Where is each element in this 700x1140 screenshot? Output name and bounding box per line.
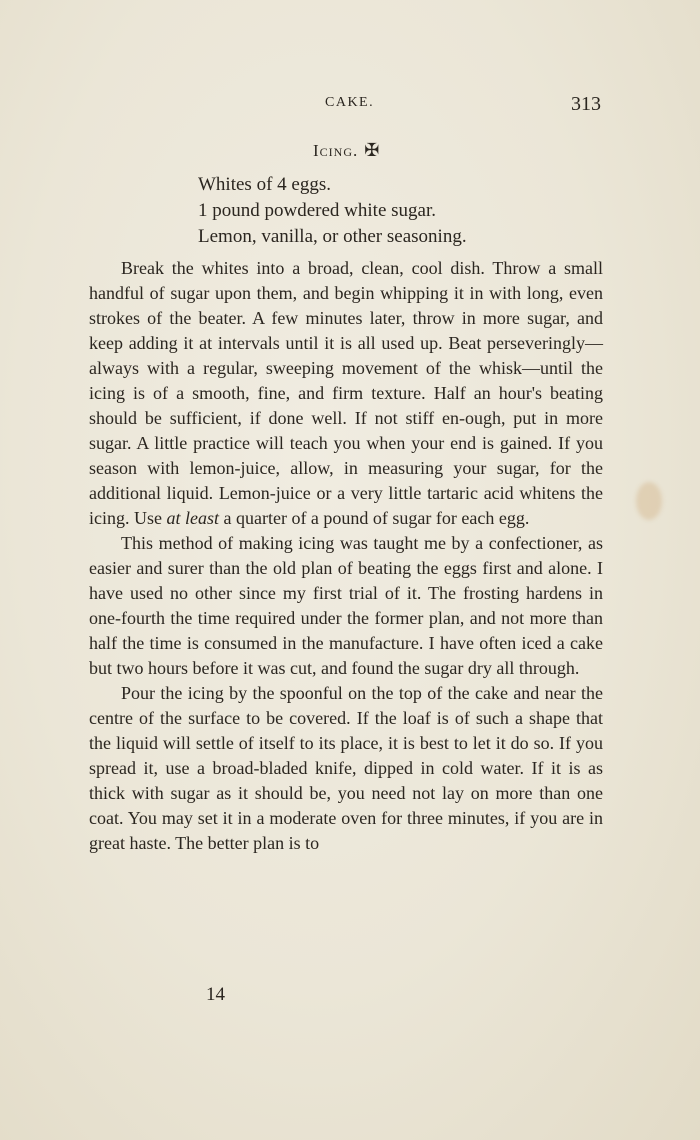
paragraph: This method of making icing was taught me by a confectioner, as easier and surer than the old plan of beating the eggs first and alone. I have used no other since my first trial of it. The frosting hardens in one-fourth the time required under the former plan, and not more than half the time is consumed in the manufacture. I have often iced a cake but two hours before it was cut, and found the sugar dry all through.	[89, 533, 603, 678]
paragraph	[89, 256, 603, 531]
cross-pattee-icon: ✠	[364, 140, 381, 160]
page-number: 313	[571, 93, 601, 115]
page-stain	[636, 482, 662, 520]
emphasis-text: at least	[166, 508, 219, 528]
paragraph-text: Break the whites into a broad, clean, cool dish. Throw a small handful of sugar upon them, and begin whipping it in with long, even strokes of the beater. A few minutes later, throw in more sugar, and keep adding it at intervals until it is all used up. Beat perseveringly—always with a regular, sweeping movement of the whisk—until the icing is of a smooth, fine, and firm texture. Half an hour's beating should be sufficient, if done well. If not stiff en-ough, put in more sugar. A little practice will teach you when your end is gained. If you season with lemon-juice, allow, in measuring your sugar, for the additional liquid. Lemon-juice or a very little tartaric acid whitens the icing. Use	[89, 258, 603, 528]
recipe-body	[89, 256, 603, 856]
paragraph: Pour the icing by the spoonful on the top of the cake and near the centre of the surface to be covered. If the loaf is of such a shape that the liquid will settle of itself to its place, it is best to let it do so. If you spread it, use a broad-bladed knife, dipped in cold water. If it is as thick with sugar as it should be, you need not lay on more than one coat. You may set it in a moderate oven for three minutes, if you are in great haste. The better plan is to	[89, 683, 603, 853]
ingredient-list	[198, 172, 467, 250]
ingredient-item: Lemon, vanilla, or other seasoning.	[198, 226, 467, 247]
running-head	[0, 93, 700, 117]
recipe-heading	[313, 140, 380, 161]
paragraph-text: a quarter of a pound of sugar for each egg.	[218, 508, 530, 528]
ingredient-item: 1 pound powdered white sugar.	[198, 200, 436, 221]
recipe-title: Icing.	[313, 141, 359, 160]
signature-mark: 14	[206, 984, 225, 1005]
ingredient-item: Whites of 4 eggs.	[198, 174, 331, 195]
running-title: CAKE.	[325, 95, 375, 110]
